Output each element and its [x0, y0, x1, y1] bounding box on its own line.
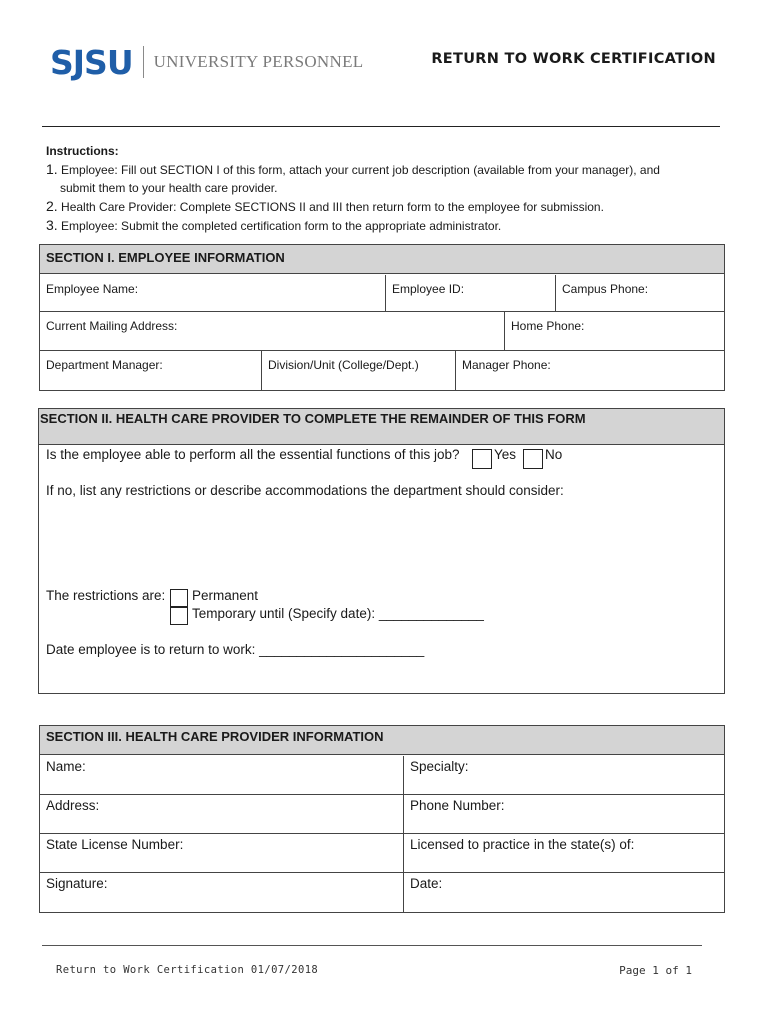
restrictions-prompt: If no, list any restrictions or describe accommodations the department should consider: — [46, 483, 564, 498]
section-employee-information — [39, 244, 725, 391]
manager-phone-field[interactable]: Manager Phone: — [462, 358, 551, 372]
provider-address-field[interactable]: Address: — [46, 798, 100, 813]
logo-divider — [143, 46, 144, 78]
campus-phone-field[interactable]: Campus Phone: — [562, 282, 649, 296]
document-title: RETURN TO WORK CERTIFICATION — [431, 51, 716, 67]
signature-field[interactable]: Signature: — [46, 876, 108, 891]
division-unit-field[interactable]: Division/Unit (College/Dept.) — [268, 358, 419, 372]
restrictions-are-label: The restrictions are: — [46, 588, 166, 603]
instruction-number: 1. — [46, 161, 58, 177]
header-divider — [42, 126, 720, 127]
logo-mark: SJSU — [50, 42, 133, 82]
sjsu-logo — [50, 42, 363, 82]
mailing-address-field[interactable]: Current Mailing Address: — [46, 319, 178, 333]
home-phone-field[interactable]: Home Phone: — [511, 319, 585, 333]
instruction-text: Employee: Fill out SECTION I of this form, attach your current job description (available from your manager), and submit them to your health care provider. — [60, 163, 660, 195]
instruction-item — [46, 197, 690, 216]
no-checkbox[interactable] — [523, 449, 543, 469]
section1-title: SECTION I. EMPLOYEE INFORMATION — [46, 250, 285, 265]
footer-divider — [42, 945, 702, 946]
instruction-number: 3. — [46, 217, 58, 233]
yes-checkbox[interactable] — [472, 449, 492, 469]
logo-text: UNIVERSITY PERSONNEL — [153, 52, 364, 71]
temporary-checkbox[interactable] — [170, 607, 188, 625]
employee-id-field[interactable]: Employee ID: — [392, 282, 465, 296]
state-license-field[interactable]: State License Number: — [46, 837, 184, 852]
section-provider-information — [39, 725, 725, 913]
instruction-text: Employee: Submit the completed certification form to the appropriate administrator. — [61, 219, 502, 233]
instruction-text: Health Care Provider: Complete SECTIONS II and III then return form to the employee for submission. — [61, 200, 604, 214]
yes-label: Yes — [494, 447, 517, 462]
section2-heading — [39, 409, 724, 445]
section2-title: SECTION II. HEALTH CARE PROVIDER TO COMPLETE THE REMAINDER OF THIS FORM — [40, 411, 586, 426]
licensed-states-field[interactable]: Licensed to practice in the state(s) of: — [410, 837, 635, 852]
restrictions-text-area[interactable] — [46, 505, 716, 585]
question-text: Is the employee able to perform all the essential functions of this job? — [46, 447, 460, 462]
section1-heading — [40, 245, 724, 274]
no-label: No — [545, 447, 563, 462]
section3-heading — [40, 726, 724, 755]
department-manager-field[interactable]: Department Manager: — [46, 358, 163, 372]
temporary-label[interactable]: Temporary until (Specify date): ______________ — [192, 606, 484, 621]
instruction-item — [46, 160, 690, 197]
provider-name-field[interactable]: Name: — [46, 759, 86, 774]
employee-name-field[interactable]: Employee Name: — [46, 282, 139, 296]
footer-form-version: Return to Work Certification 01/07/2018 — [56, 964, 319, 976]
instruction-number: 2. — [46, 198, 58, 214]
instructions-heading: Instructions: — [46, 144, 119, 158]
essential-functions-question — [46, 447, 459, 462]
section3-title: SECTION III. HEALTH CARE PROVIDER INFORMATION — [46, 729, 384, 744]
provider-phone-field[interactable]: Phone Number: — [410, 798, 505, 813]
permanent-label: Permanent — [192, 588, 259, 603]
specialty-field[interactable]: Specialty: — [410, 759, 469, 774]
footer-page-number: Page 1 of 1 — [619, 964, 692, 977]
section-health-care-provider — [38, 408, 725, 694]
instructions — [46, 142, 690, 235]
instruction-item — [46, 216, 690, 235]
date-field[interactable]: Date: — [410, 876, 443, 891]
permanent-checkbox[interactable] — [170, 589, 188, 607]
return-date-field[interactable]: Date employee is to return to work: ______________________ — [46, 642, 425, 657]
